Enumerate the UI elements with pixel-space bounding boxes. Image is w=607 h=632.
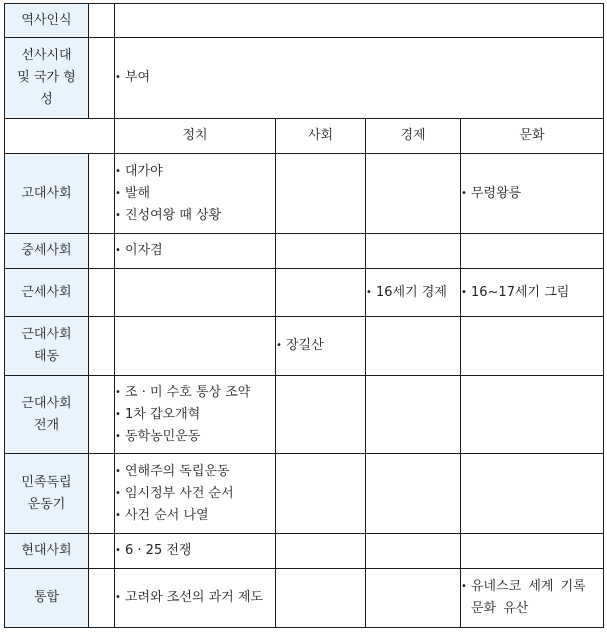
early-modern-politics <box>115 269 276 317</box>
early-modern-society <box>276 269 366 317</box>
row-ancient <box>5 154 604 234</box>
list-item: • 유네스코 세계 기록 문화 유산 <box>461 576 603 620</box>
list-item: • 동학농민운동 <box>115 426 275 448</box>
gap-cell <box>89 454 115 534</box>
list-item: • 발해 <box>115 183 275 205</box>
prehistoric-content <box>115 38 604 119</box>
list-item: • 임시정부 사건 순서 <box>115 483 275 505</box>
row-medieval <box>5 234 604 269</box>
gap-cell <box>89 269 115 317</box>
row-modern-emergence <box>5 317 604 376</box>
integrated-culture <box>461 569 604 628</box>
modern-development-society <box>276 376 366 454</box>
ancient-politics <box>115 154 276 234</box>
row-label-prehistoric: 선사시대 및 국가 형 성 <box>5 38 89 119</box>
independence-society <box>276 454 366 534</box>
independence-politics <box>115 454 276 534</box>
historical-awareness-content <box>115 4 604 38</box>
curriculum-table <box>4 3 604 628</box>
header-economy: 경제 <box>366 119 461 154</box>
row-modern-development <box>5 376 604 454</box>
row-label-early-modern: 근세사회 <box>5 269 89 317</box>
row-contemporary <box>5 534 604 569</box>
row-prehistoric <box>5 38 604 119</box>
row-label-ancient: 고대사회 <box>5 154 89 234</box>
medieval-society <box>276 234 366 269</box>
modern-emergence-society <box>276 317 366 376</box>
integrated-society <box>276 569 366 628</box>
list-item: • 고려와 조선의 과거 제도 <box>115 587 275 609</box>
header-blank <box>5 119 115 154</box>
header-politics: 정치 <box>115 119 276 154</box>
modern-development-culture <box>461 376 604 454</box>
contemporary-culture <box>461 534 604 569</box>
contemporary-economy <box>366 534 461 569</box>
contemporary-politics <box>115 534 276 569</box>
medieval-politics <box>115 234 276 269</box>
modern-emergence-culture <box>461 317 604 376</box>
independence-economy <box>366 454 461 534</box>
early-modern-economy <box>366 269 461 317</box>
list-item: • 6 · 25 전쟁 <box>115 540 275 562</box>
list-item: • 사건 순서 나열 <box>115 505 275 527</box>
row-label-historical-awareness: 역사인식 <box>5 4 89 38</box>
header-culture: 문화 <box>461 119 604 154</box>
row-label-contemporary: 현대사회 <box>5 534 89 569</box>
row-historical-awareness <box>5 4 604 38</box>
list-item: • 16세기 경제 <box>366 282 460 304</box>
list-item: • 부여 <box>115 67 603 89</box>
gap-cell <box>89 234 115 269</box>
gap-cell <box>89 38 115 119</box>
modern-development-economy <box>366 376 461 454</box>
list-item: • 장길산 <box>276 335 365 357</box>
ancient-economy <box>366 154 461 234</box>
gap-cell <box>89 376 115 454</box>
modern-emergence-economy <box>366 317 461 376</box>
ancient-society <box>276 154 366 234</box>
modern-development-politics <box>115 376 276 454</box>
header-society: 사회 <box>276 119 366 154</box>
integrated-politics <box>115 569 276 628</box>
list-item: • 이자겸 <box>115 240 275 262</box>
gap-cell <box>89 4 115 38</box>
early-modern-culture <box>461 269 604 317</box>
list-item: • 1차 갑오개혁 <box>115 404 275 426</box>
list-item: • 대가야 <box>115 161 275 183</box>
gap-cell <box>89 154 115 234</box>
gap-cell <box>89 534 115 569</box>
medieval-economy <box>366 234 461 269</box>
list-item: • 16~17세기 그림 <box>461 282 603 304</box>
row-label-modern-emergence: 근대사회 태동 <box>5 317 89 376</box>
row-label-modern-development: 근대사회 전개 <box>5 376 89 454</box>
row-label-independence: 민족독립 운동기 <box>5 454 89 534</box>
contemporary-society <box>276 534 366 569</box>
list-item: • 무령왕릉 <box>461 183 603 205</box>
row-early-modern <box>5 269 604 317</box>
list-item: • 연해주의 독립운동 <box>115 461 275 483</box>
medieval-culture <box>461 234 604 269</box>
integrated-economy <box>366 569 461 628</box>
gap-cell <box>89 317 115 376</box>
modern-emergence-politics <box>115 317 276 376</box>
gap-cell <box>89 569 115 628</box>
independence-culture <box>461 454 604 534</box>
row-label-integrated: 통합 <box>5 569 89 628</box>
row-integrated <box>5 569 604 628</box>
row-independence <box>5 454 604 534</box>
list-item: • 진성여왕 때 상황 <box>115 205 275 227</box>
row-label-medieval: 중세사회 <box>5 234 89 269</box>
list-item: • 조 · 미 수호 통상 조약 <box>115 382 275 404</box>
ancient-culture <box>461 154 604 234</box>
column-header-row <box>5 119 604 154</box>
